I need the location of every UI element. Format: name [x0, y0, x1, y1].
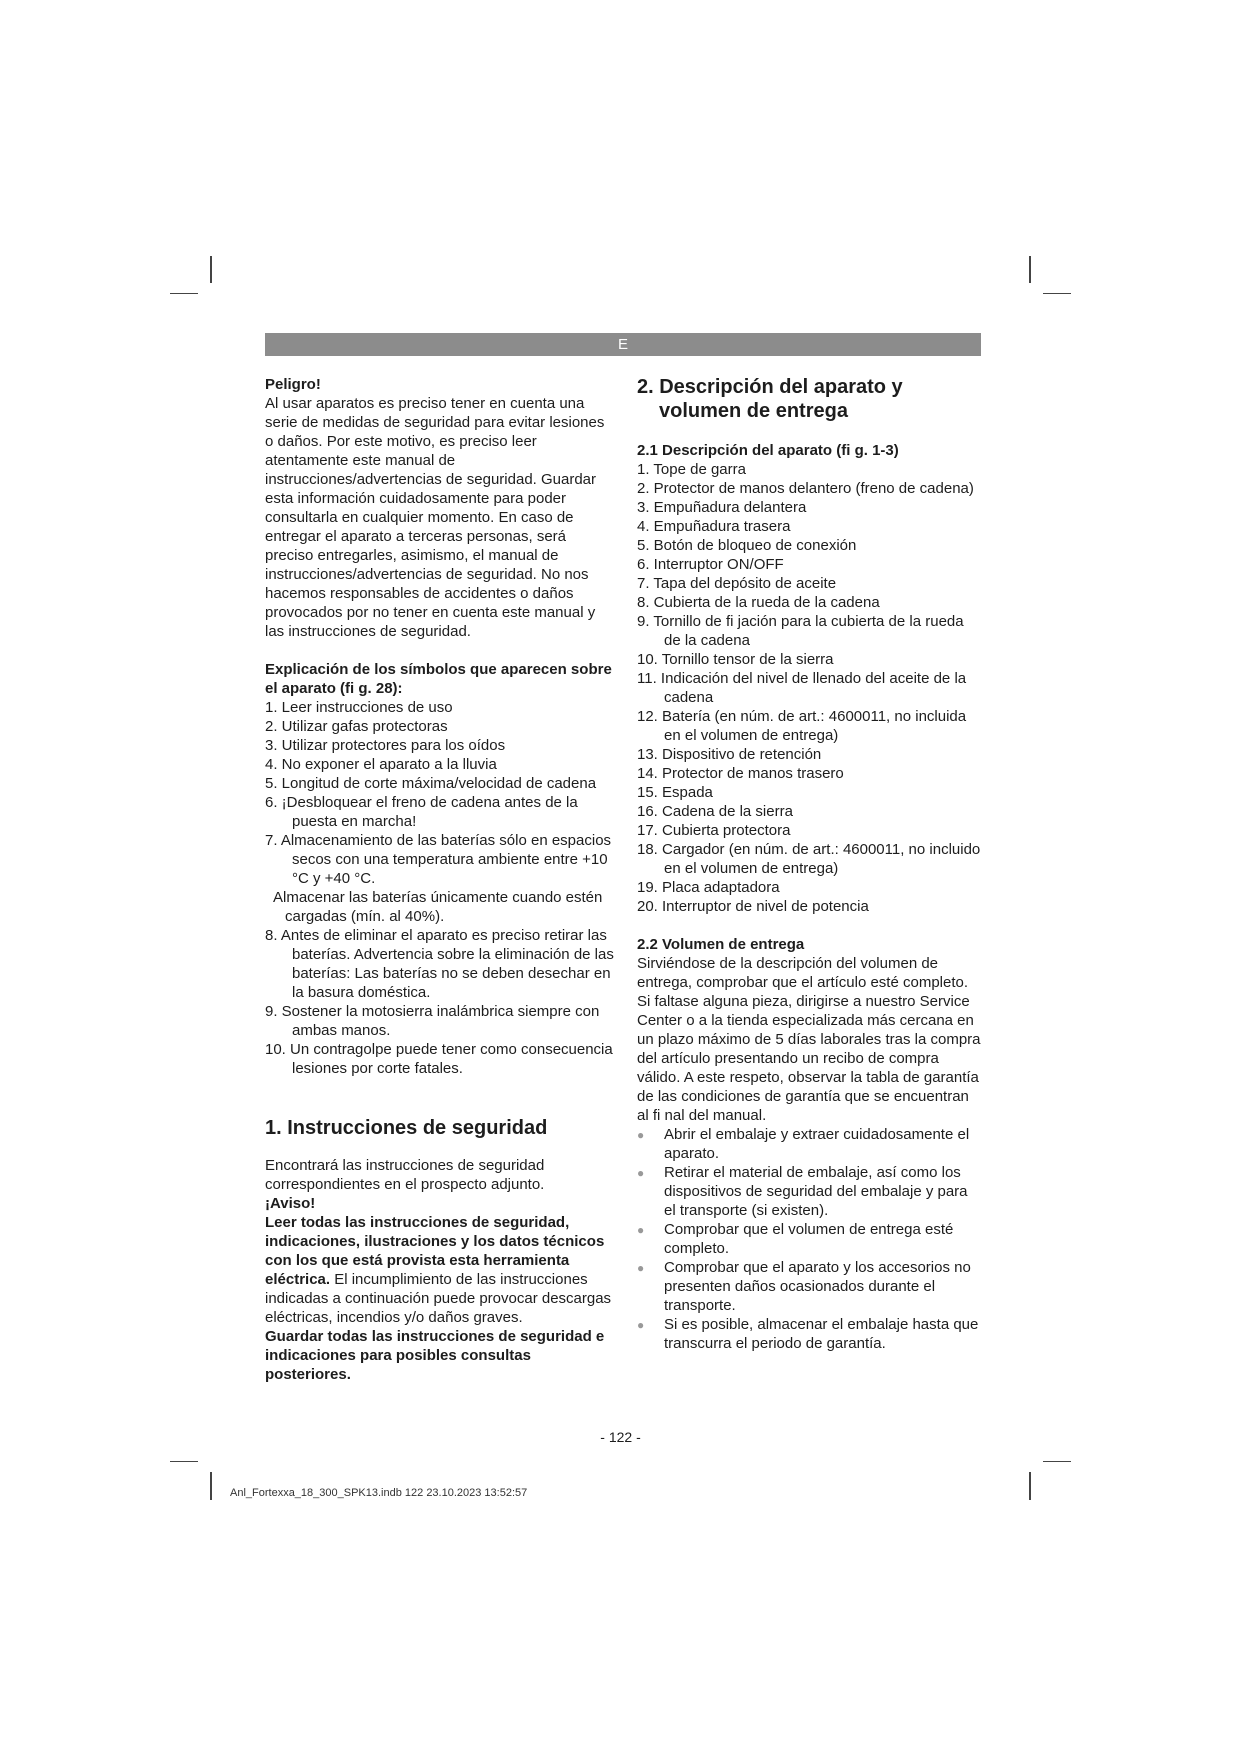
list-item: 8. Cubierta de la rueda de la cadena [637, 594, 880, 611]
language-tab-letter: E [617, 336, 628, 353]
list-item: 15. Espada [637, 784, 713, 801]
crop-mark [170, 293, 198, 294]
list-item [637, 1163, 983, 1220]
print-file-info: Anl_Fortexxa_18_300_SPK13.indb 122 23.10.2023 13:52:57 [230, 1487, 528, 1499]
list-item: 7. Almacenamiento de las baterías sólo en espacios secos con una temperatura ambiente entre +10 °C y +40 °C. [265, 832, 612, 887]
list-item: 12. Batería (en núm. de art.: 4600011, no incluida en el volumen de entrega) [637, 708, 967, 744]
crop-mark [1029, 256, 1031, 283]
bullet-text: Si es posible, almacenar el embalaje hasta que transcurra el periodo de garantía. [664, 1316, 979, 1352]
right-column [637, 375, 983, 1353]
warning-bold-text: Leer todas las instrucciones de seguridad, indicaciones, ilustraciones y los datos técnicos con los que está provista esta herramienta eléctrica. [265, 1214, 605, 1288]
list-item-note: Almacenar las baterías únicamente cuando estén cargadas (mín. al 40%). [273, 889, 603, 925]
list-item: 13. Dispositivo de retención [637, 746, 822, 763]
list-item: 2. Protector de manos delantero (freno de cadena) [637, 480, 974, 497]
list-item: 3. Empuñadura delantera [637, 499, 807, 516]
crop-mark [1043, 293, 1071, 294]
bullet-icon: ● [637, 1223, 645, 1237]
bullet-text: Comprobar que el aparato y los accesorios no presenten daños ocasionados durante el transporte. [664, 1259, 971, 1314]
list-item: 18. Cargador (en núm. de art.: 4600011, no incluido en el volumen de entrega) [637, 841, 981, 877]
list-item: 4. No exponer el aparato a la lluvia [265, 756, 497, 773]
list-item: 5. Longitud de corte máxima/velocidad de cadena [265, 775, 597, 792]
symbols-title: Explicación de los símbolos que aparecen sobre el aparato (fi g. 28): [265, 661, 612, 697]
page-number: - 122 - [600, 1429, 641, 1445]
description-subtitle: 2.1 Descripción del aparato (fi g. 1-3) [637, 442, 899, 459]
bullet-icon: ● [637, 1128, 645, 1142]
crop-mark [1043, 1461, 1071, 1462]
delivery-subtitle: 2.2 Volumen de entrega [637, 936, 805, 953]
list-item: 10. Tornillo tensor de la sierra [637, 651, 834, 668]
safety-intro: Encontrará las instrucciones de seguridad correspondientes en el prospecto adjunto. [265, 1157, 545, 1193]
crop-mark [210, 256, 212, 283]
list-item: 2. Utilizar gafas protectoras [265, 718, 448, 735]
list-item: 1. Tope de garra [637, 461, 746, 478]
left-column [265, 375, 615, 1384]
bullet-text: Abrir el embalaje y extraer cuidadosamente el aparato. [664, 1126, 970, 1162]
list-item [637, 1125, 983, 1163]
delivery-bullets [637, 1125, 983, 1353]
danger-title: Peligro! [265, 376, 321, 393]
list-item [637, 1220, 983, 1258]
safety-section-title: 1. Instrucciones de seguridad [265, 1117, 548, 1139]
delivery-text: Sirviéndose de la descripción del volumen de entrega, comprobar que el artículo esté completo. Si faltase alguna pieza, dirigirse a nuestro Service Center o a la tienda especializada más cercana en un plazo máximo de 5 días laborales tras la compra del artículo presentando un recibo de compra válido. A este respeto, observar la tabla de garantía de las condiciones de garantía que se encuentran al fi nal del manual. [637, 955, 981, 1124]
list-item: 5. Botón de bloqueo de conexión [637, 537, 857, 554]
list-item: 11. Indicación del nivel de llenado del aceite de la cadena [637, 670, 967, 706]
parts-list [637, 460, 983, 916]
crop-mark [1029, 1472, 1031, 1500]
list-item: 16. Cadena de la sierra [637, 803, 793, 820]
warning-keep-text: Guardar todas las instrucciones de seguridad e indicaciones para posibles consultas posteriores. [265, 1328, 605, 1383]
list-item: 9. Sostener la motosierra inalámbrica siempre con ambas manos. [265, 1003, 600, 1039]
list-item: 14. Protector de manos trasero [637, 765, 844, 782]
crop-mark [170, 1461, 198, 1462]
description-section-title: 2. Descripción del aparato y volumen de entrega [637, 376, 903, 422]
list-item: 4. Empuñadura trasera [637, 518, 791, 535]
list-item: 3. Utilizar protectores para los oídos [265, 737, 506, 754]
list-item: 1. Leer instrucciones de uso [265, 699, 453, 716]
bullet-icon: ● [637, 1261, 645, 1275]
list-item: 6. ¡Desbloquear el freno de cadena antes de la puesta en marcha! [265, 794, 578, 830]
list-item [637, 1315, 983, 1353]
list-item [637, 1258, 983, 1315]
list-item: 9. Tornillo de fi jación para la cubierta de la rueda de la cadena [637, 613, 964, 649]
warning-title: ¡Aviso! [265, 1195, 316, 1212]
symbols-list [265, 698, 615, 1078]
bullet-icon: ● [637, 1166, 645, 1180]
bullet-icon: ● [637, 1318, 645, 1332]
list-item: 8. Antes de eliminar el aparato es preciso retirar las baterías. Advertencia sobre la eliminación de las baterías: Las baterías no se deben desechar en la basura doméstica. [265, 927, 614, 1001]
list-item: 10. Un contragolpe puede tener como consecuencia lesiones por corte fatales. [265, 1041, 613, 1077]
list-item: 7. Tapa del depósito de aceite [637, 575, 837, 592]
list-item: 20. Interruptor de nivel de potencia [637, 898, 869, 915]
warning-paragraph [265, 1213, 615, 1327]
warning-text: El incumplimiento de las instrucciones indicadas a continuación puede provocar descargas eléctricas, incendios y/o daños graves. [265, 1271, 612, 1326]
list-item: 17. Cubierta protectora [637, 822, 791, 839]
bullet-text: Retirar el material de embalaje, así como los dispositivos de seguridad del embalaje y para el transporte (si existen). [664, 1164, 968, 1219]
list-item: 19. Placa adaptadora [637, 879, 780, 896]
danger-text: Al usar aparatos es preciso tener en cuenta una serie de medidas de seguridad para evitar lesiones o daños. Por este motivo, es preciso leer atentamente este manual de instrucciones/advertencias de seguridad. Guardar esta información cuidadosamente para poder consultarla en cualquier momento. En caso de entregar el aparato a terceras personas, será preciso entregarles, asimismo, el manual de instrucciones/advertencias de seguridad. No nos hacemos responsables de accidentes o daños provocados por no tener en cuenta este manual y las instrucciones de seguridad. [265, 395, 605, 640]
crop-mark [210, 1472, 212, 1500]
bullet-text: Comprobar que el volumen de entrega esté completo. [664, 1221, 954, 1257]
language-header-bar [265, 333, 981, 356]
list-item: 6. Interruptor ON/OFF [637, 556, 784, 573]
